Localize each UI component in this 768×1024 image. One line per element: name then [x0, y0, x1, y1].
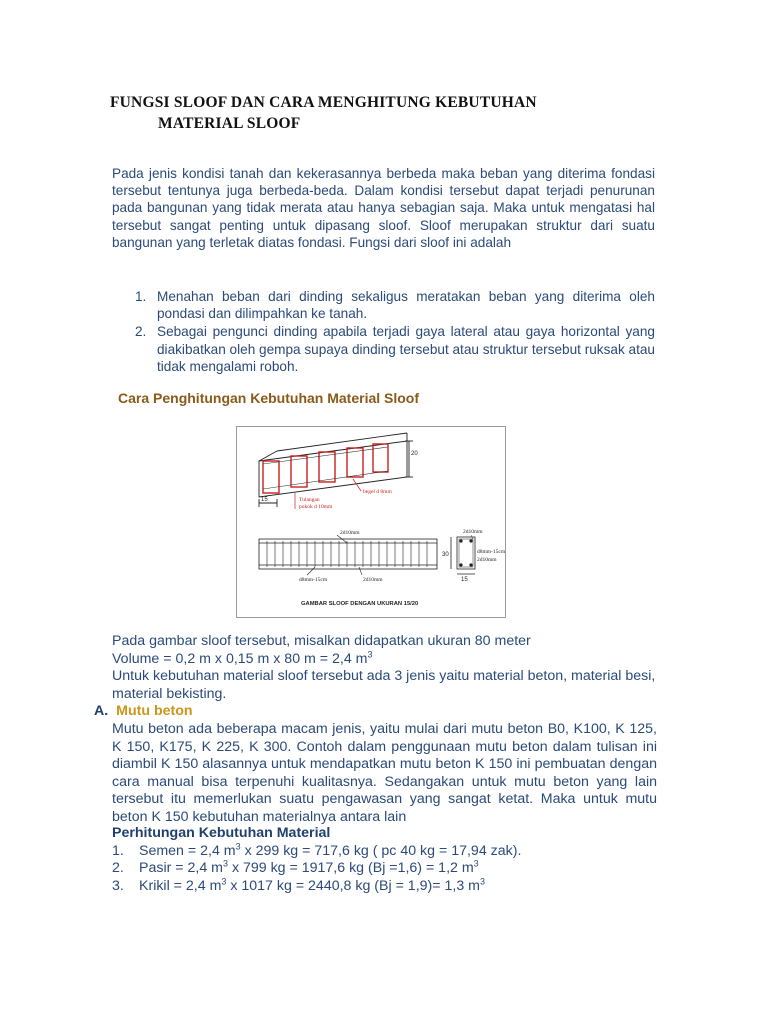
title-line-1: FUNGSI SLOOF DAN CARA MENGHITUNG KEBUTUHAN: [110, 94, 537, 111]
volume-line: [112, 648, 657, 669]
calc-exponent: 3: [235, 841, 241, 852]
volume-exponent: 3: [367, 648, 373, 659]
list-item: [135, 288, 655, 322]
volume-formula: Volume = 0,2 m x 0,15 m x 80 m = 2,4 m: [112, 650, 368, 667]
section-subheading: Cara Penghitungan Kebutuhan Material Sloof: [118, 390, 420, 406]
list-item: [112, 843, 657, 860]
sloof-diagram: [236, 426, 506, 618]
calc-text: Krikil = 2,4 m: [139, 877, 222, 894]
section-a-letter: A.: [94, 703, 109, 719]
beam-perspective: [259, 433, 413, 509]
calc-exponent: 3: [479, 876, 485, 887]
bottom-bar-label: 2d10mm: [363, 577, 383, 583]
calc-exponent: 3: [222, 858, 228, 869]
tulangan-label-2: pokok d 10mm: [299, 504, 333, 510]
document-title: [110, 92, 670, 134]
calc-text: Semen = 2,4 m: [139, 843, 236, 859]
list-text: Sebagai pengunci dinding apabila terjadi gaya lateral atau gaya horizontal yang diakibatkan oleh gempa supaya dinding tersebut atau struktur tersebut ruksak atau tidak mengalami roboh.: [157, 324, 655, 374]
longitudinal-section: [259, 535, 437, 575]
list-number: 1.: [135, 289, 147, 304]
figure-caption: GAMBAR SLOOF DENGAN UKURAN 15/20: [301, 601, 419, 607]
calc-exponent: 3: [473, 858, 479, 869]
section-height-label: 30: [442, 552, 449, 558]
stirrup-spacing-label: d8mm-15cm: [299, 577, 328, 583]
section-a-heading: [94, 703, 193, 719]
list-number: 3.: [112, 877, 124, 894]
begel-label: begel d 8mm: [363, 489, 392, 495]
calc-exponent: 3: [221, 876, 227, 887]
calc-line: [139, 878, 485, 895]
calc-heading: Perhitungan Kebutuhan Material: [112, 825, 331, 841]
size-line: Pada gambar sloof tersebut, misalkan didapatkan ukuran 80 meter: [112, 633, 531, 649]
material-types-line: Untuk kebutuhan material sloof tersebut ada 3 jenis yaitu material beton, material besi, material bekisting.: [112, 668, 656, 702]
calc-list: [112, 843, 657, 895]
list-text: Menahan beban dari dinding sekaligus meratakan beban yang diterima oleh pondasi dan dilimpahkan ke tanah.: [157, 289, 655, 322]
list-number: 2.: [112, 860, 124, 877]
section-a-text: Mutu beton ada beberapa macam jenis, yaitu mulai dari mutu beton B0, K100, K 125, K 150, K175, K 225, K 300. Contoh dalam penggunaan mutu beton dalam tulisan ini diambil K 150 alasannya untuk mendapatkan mutu beton K 150 ini pembuatan dengan cara manual bisa terpenuhi kualitasnya. Sedangakan untuk mutu beton yang lain tersebut itu memerlukan suatu pengawasan yang sangat ketat. Maka untuk mutu beton K 150 kebutuhan materialnya antara lain: [112, 721, 657, 825]
functions-list: [135, 288, 655, 376]
volume-paragraph: [112, 633, 657, 703]
section-width-label: 15: [461, 577, 468, 583]
dim-20-label: 20: [411, 451, 418, 457]
list-item: [112, 860, 657, 877]
tulangan-label: Tulangan: [299, 497, 320, 503]
top-bar-label: 2d10mm: [340, 530, 360, 536]
dim-15-label: 15: [261, 497, 268, 503]
intro-paragraph: Pada jenis kondisi tanah dan kekerasannya berbeda maka beban yang diterima fondasi tersebut tentunya juga berbeda-beda. Dalam kondisi tersebut dapat terjadi penurunan pada bangunan yang tidak merata atau hanya sebagian saja. Maka untuk mengatasi hal tersebut sangat penting untuk dipasang sloof. Sloof merupakan struktur dari suatu bangunan yang terletak diatas fondasi. Fungsi dari sloof ini adalah: [112, 166, 655, 250]
title-line-2: MATERIAL SLOOF: [158, 115, 301, 132]
list-number: 2.: [135, 324, 147, 340]
section-a-label: Mutu beton: [116, 703, 193, 719]
calc-text: x 299 kg = 717,6 kg ( pc 40 kg = 17,94 zak).: [240, 843, 522, 859]
list-item: [135, 323, 655, 375]
section-bottom-label: 2d10mm: [477, 557, 497, 563]
section-stirrup-label: d8mm-15cm: [477, 549, 505, 555]
calc-line: [139, 860, 479, 877]
calc-text: Pasir = 2,4 m: [139, 860, 223, 877]
list-item: [112, 878, 657, 895]
list-number: 1.: [112, 843, 124, 859]
calc-text: x 1017 kg = 2440,8 kg (Bj = 1,9)= 1,3 m: [226, 877, 480, 894]
calc-text: x 799 kg = 1917,6 kg (Bj =1,6) = 1,2 m: [228, 860, 474, 877]
cross-section: [451, 535, 475, 574]
calc-line: [139, 843, 521, 860]
section-top-label: 2d10mm: [463, 529, 483, 535]
